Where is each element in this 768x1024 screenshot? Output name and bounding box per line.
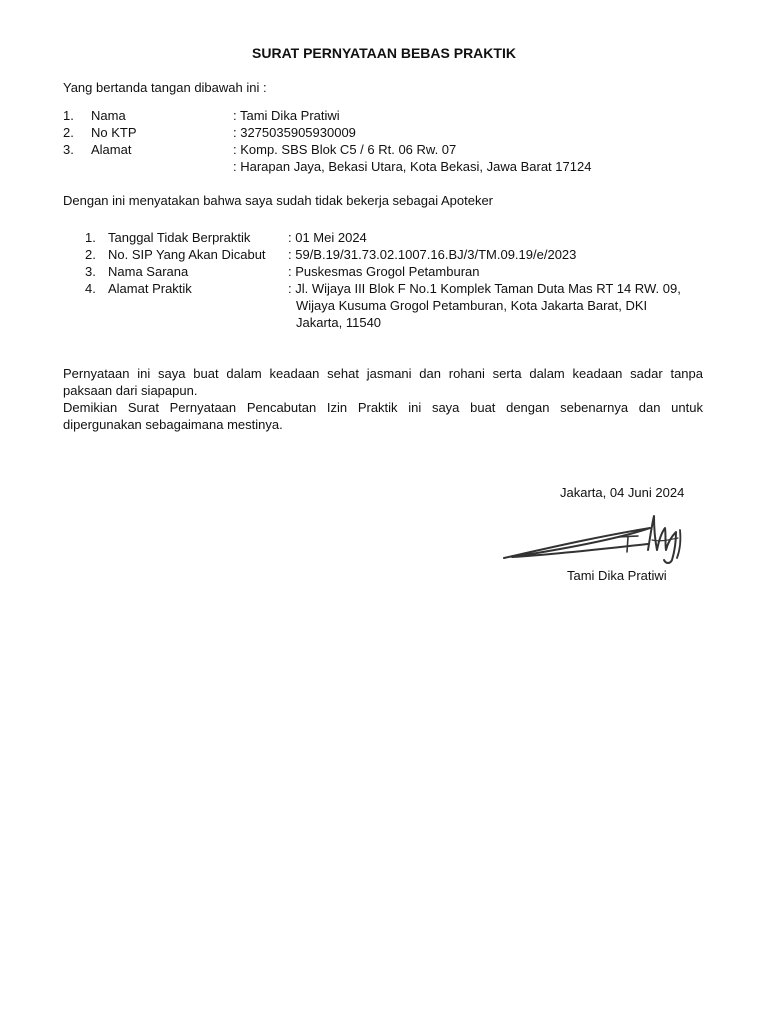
row-label: Alamat Praktik — [108, 281, 192, 296]
signer-name: Tami Dika Pratiwi — [567, 568, 667, 583]
row-label: Alamat — [91, 142, 132, 157]
signature-image — [500, 510, 700, 568]
row-label: Nama Sarana — [108, 264, 189, 279]
closing-line: dipergunakan sebagaimana mestinya. — [63, 417, 283, 432]
closing-paragraph — [63, 365, 703, 433]
row-number: 2. — [63, 125, 74, 140]
row-value: : 01 Mei 2024 — [288, 230, 367, 245]
row-number: 3. — [63, 142, 74, 157]
row-label: No. SIP Yang Akan Dicabut — [108, 247, 266, 262]
row-number: 2. — [85, 247, 96, 262]
row-value-continued: : Harapan Jaya, Bekasi Utara, Kota Bekasi, Jawa Barat 17124 — [233, 159, 592, 174]
statement-text: Dengan ini menyatakan bahwa saya sudah tidak bekerja sebagai Apoteker — [63, 193, 494, 208]
intro-text: Yang bertanda tangan dibawah ini : — [63, 80, 267, 95]
place-date: Jakarta, 04 Juni 2024 — [560, 485, 685, 500]
document-title: SURAT PERNYATAAN BEBAS PRAKTIK — [252, 45, 516, 61]
row-label: Tanggal Tidak Berpraktik — [108, 230, 251, 245]
closing-line: Pernyataan ini saya buat dalam keadaan sehat jasmani dan rohani serta dalam keadaan sadar tanpa — [63, 366, 703, 381]
row-value: : 3275035905930009 — [233, 125, 356, 140]
row-value: : Tami Dika Pratiwi — [233, 108, 340, 123]
row-number: 3. — [85, 264, 96, 279]
row-number: 1. — [85, 230, 96, 245]
row-number: 1. — [63, 108, 74, 123]
row-value: : Jl. Wijaya III Blok F No.1 Komplek Taman Duta Mas RT 14 RW. 09, — [288, 281, 681, 296]
row-value: : Puskesmas Grogol Petamburan — [288, 264, 480, 279]
row-value: : 59/B.19/31.73.02.1007.16.BJ/3/TM.09.19/e/2023 — [288, 247, 577, 262]
row-value: : Komp. SBS Blok C5 / 6 Rt. 06 Rw. 07 — [233, 142, 457, 157]
closing-line: Demikian Surat Pernyataan Pencabutan Izin Praktik ini saya buat dengan sebenarnya dan untuk — [63, 400, 703, 415]
row-value-continued: Jakarta, 11540 — [296, 315, 382, 330]
row-value-continued: Wijaya Kusuma Grogol Petamburan, Kota Jakarta Barat, DKI — [296, 298, 648, 313]
row-number: 4. — [85, 281, 96, 296]
closing-line: paksaan dari siapapun. — [63, 383, 198, 398]
row-label: No KTP — [91, 125, 137, 140]
row-label: Nama — [91, 108, 126, 123]
